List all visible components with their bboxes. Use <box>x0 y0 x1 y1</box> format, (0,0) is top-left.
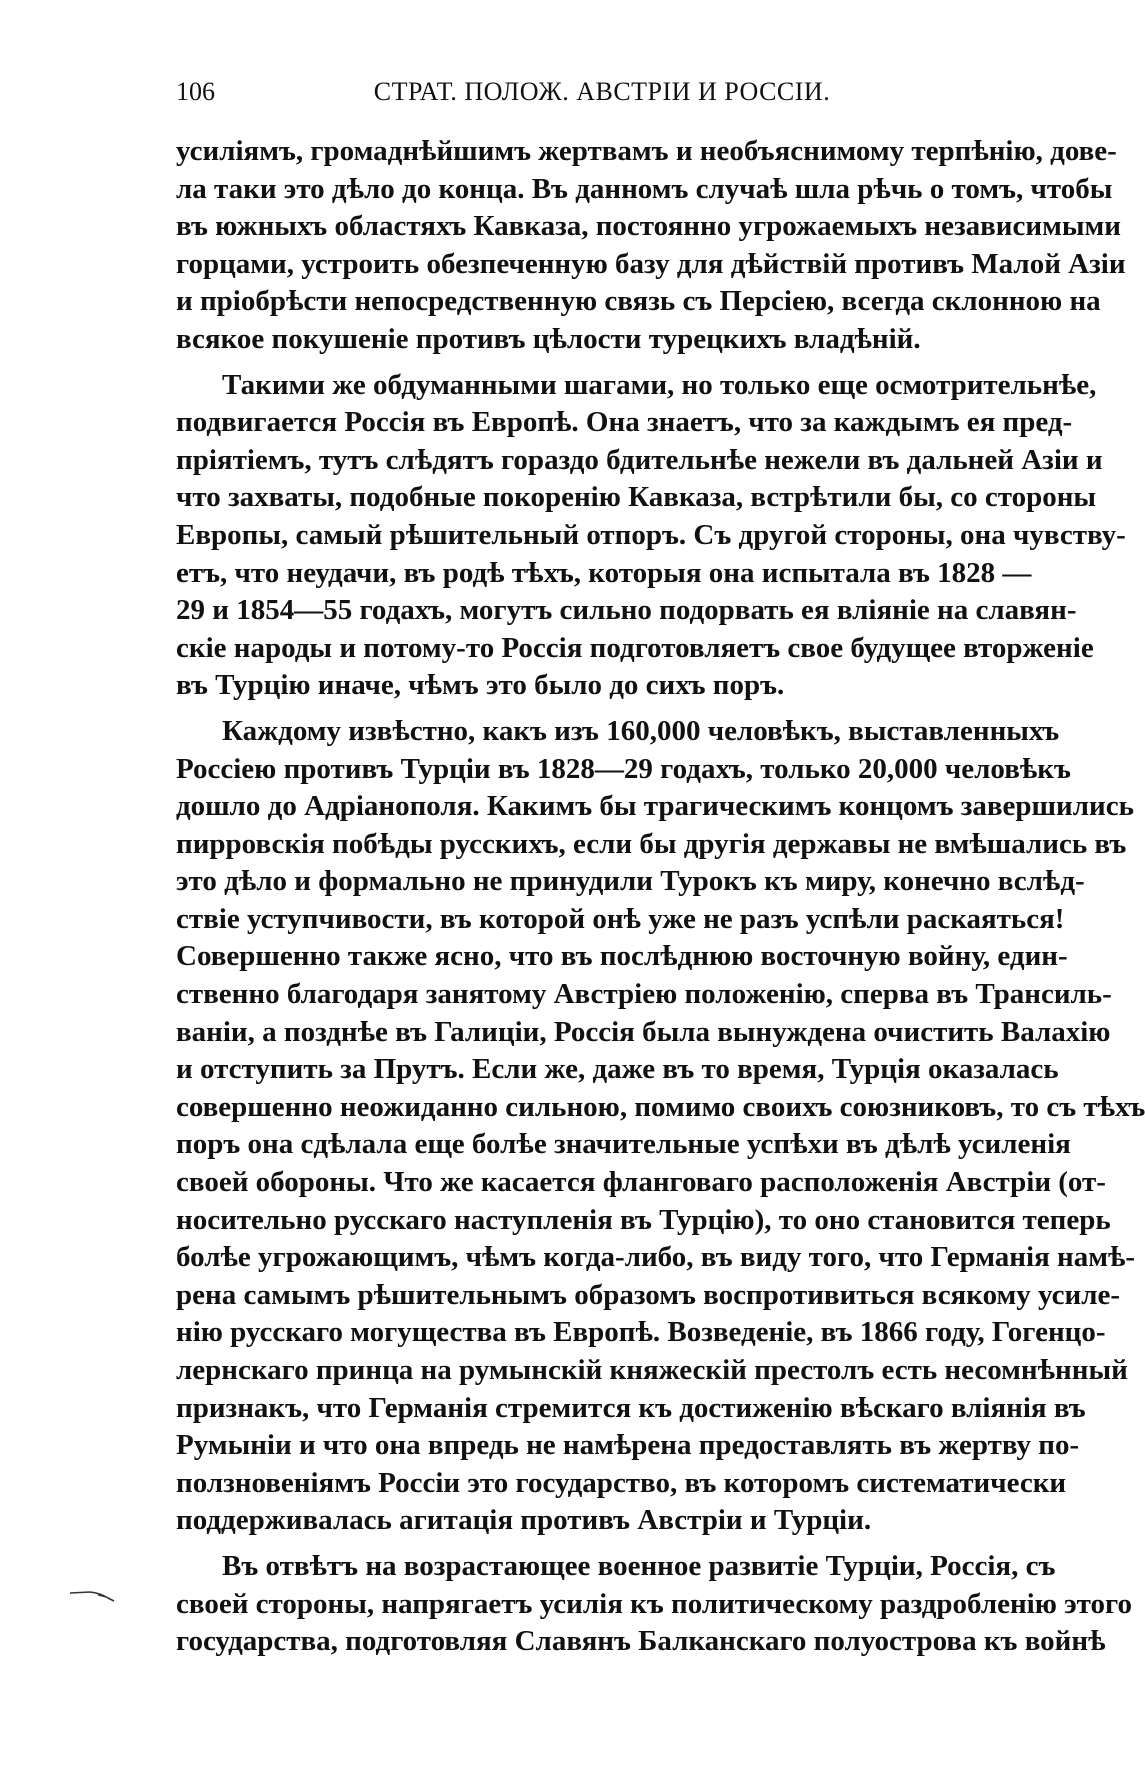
text-line: въ южныхъ областяхъ Кавказа, постоянно угрожаемыхъ независимыми <box>176 210 1121 243</box>
text-line: Такими же обдуманными шагами, но только еще осмотрительнѣе, <box>222 368 1097 401</box>
text-line: Въ отвѣтъ на возрастающее военное развитіе Турціи, Россія, съ <box>222 1549 1056 1582</box>
text-line: дошло до Адріанополя. Какимъ бы трагическимъ концомъ завершились <box>176 790 1134 823</box>
text-line: что захваты, подобные покоренію Кавказа, встрѣтили бы, со стороны <box>176 481 1097 514</box>
text-line: ла таки это дѣло до конца. Въ данномъ случаѣ шла рѣчь о томъ, чтобы <box>176 172 1113 205</box>
margin-mark-icon <box>68 1588 118 1602</box>
text-line: своей стороны, напрягаетъ усилія къ политическому раздробленію этого <box>176 1587 1132 1620</box>
text-line: Совершенно также ясно, что въ послѣднюю восточную войну, един- <box>176 940 1068 973</box>
text-line: нію русскаго могущества въ Европѣ. Возведеніе, въ 1866 году, Гогенцо- <box>176 1316 1106 1349</box>
text-line: носительно русскаго наступленія въ Турцію), то оно становится теперь <box>176 1203 1111 1236</box>
text-line: 29 и 1854—55 годахъ, могутъ сильно подорвать ея вліяніе на славян- <box>176 594 1077 627</box>
text-line: Европы, самый рѣшительный отпоръ. Съ другой стороны, она чувству- <box>176 518 1126 551</box>
text-body <box>176 133 1145 1669</box>
text-line: и отступить за Прутъ. Если же, даже въ то время, Турція оказалась <box>176 1053 1059 1086</box>
text-line: и пріобрѣсти непосредственную связь съ Персіею, всегда склонною на <box>176 285 1101 318</box>
text-line: поръ она сдѣлала еще болѣе значительные успѣхи въ дѣлѣ усиленія <box>176 1128 1071 1161</box>
text-line: это дѣло и формально не принудили Турокъ къ миру, конечно вслѣд- <box>176 865 1085 898</box>
page-number: 106 <box>176 77 215 106</box>
text-line: признакъ, что Германія стремится къ достиженію вѣскаго вліянія въ <box>176 1391 1086 1424</box>
paragraph <box>176 713 1145 1540</box>
paragraph <box>176 133 1126 359</box>
text-line: скіе народы и потому-то Россія подготовляетъ свое будущее вторженіе <box>176 631 1094 664</box>
text-line: поддерживалась агитація противъ Австріи и Турціи. <box>176 1504 872 1537</box>
text-line: етъ, что неудачи, въ родѣ тѣхъ, которыя она испытала въ 1828 — <box>176 556 1032 589</box>
running-title: СТРАТ. ПОЛОЖ. АВСТРІИ И РОССІИ. <box>373 77 831 106</box>
text-line: ползновеніямъ Россіи это государство, въ которомъ систематически <box>176 1466 1067 1499</box>
text-line: пріятіемъ, тутъ слѣдятъ гораздо бдительнѣе нежели въ дальней Азіи и <box>176 443 1103 476</box>
paragraph <box>176 1548 1132 1661</box>
text-line: рена самымъ рѣшительнымъ образомъ воспротивиться всякому усиле- <box>176 1278 1121 1311</box>
text-line: въ Турцію иначе, чѣмъ это было до сихъ поръ. <box>176 669 785 702</box>
text-line: Каждому извѣстно, какъ изъ 160,000 человѣкъ, выставленныхъ <box>222 714 1060 747</box>
text-line: совершенно неожиданно сильною, помимо своихъ союзниковъ, то съ тѣхъ <box>176 1090 1145 1123</box>
text-line: ствіе уступчивости, въ которой онѣ уже не разъ успѣли раскаяться! <box>176 902 1065 935</box>
text-line: пирровскія побѣды русскихъ, если бы другія державы не вмѣшались въ <box>176 827 1127 860</box>
text-line: своей обороны. Что же касается фланговаго расположенія Австріи (от- <box>176 1166 1106 1199</box>
text-line: всякое покушеніе противъ цѣлости турецкихъ владѣній. <box>176 322 921 355</box>
text-line: горцами, устроить обезпеченную базу для дѣйствій противъ Малой Азіи <box>176 247 1126 280</box>
text-line: подвигается Россія въ Европѣ. Она знаетъ, что за каждымъ ея пред- <box>176 406 1073 439</box>
text-line: Россіею противъ Турціи въ 1828—29 годахъ, только 20,000 человѣкъ <box>176 752 1071 785</box>
text-line: ственно благодаря занятому Австріею положенію, сперва въ Трансиль- <box>176 978 1112 1011</box>
text-line: ваніи, а позднѣе въ Галиціи, Россія была вынуждена очистить Валахію <box>176 1015 1111 1048</box>
page-header <box>176 72 1028 112</box>
text-line: Румыніи и что она впредь не намѣрена предоставлять въ жертву по- <box>176 1429 1080 1462</box>
paragraph <box>176 367 1126 705</box>
text-line: усиліямъ, громаднѣйшимъ жертвамъ и необъяснимому терпѣнію, дове- <box>176 135 1117 167</box>
text-line: государства, подготовляя Славянъ Балканскаго полуострова къ войнѣ <box>176 1625 1106 1658</box>
text-line: болѣе угрожающимъ, чѣмъ когда-либо, въ виду того, что Германія намѣ- <box>176 1241 1136 1274</box>
text-line: лернскаго принца на румынскій княжескій престолъ есть несомнѣнный <box>176 1354 1128 1386</box>
